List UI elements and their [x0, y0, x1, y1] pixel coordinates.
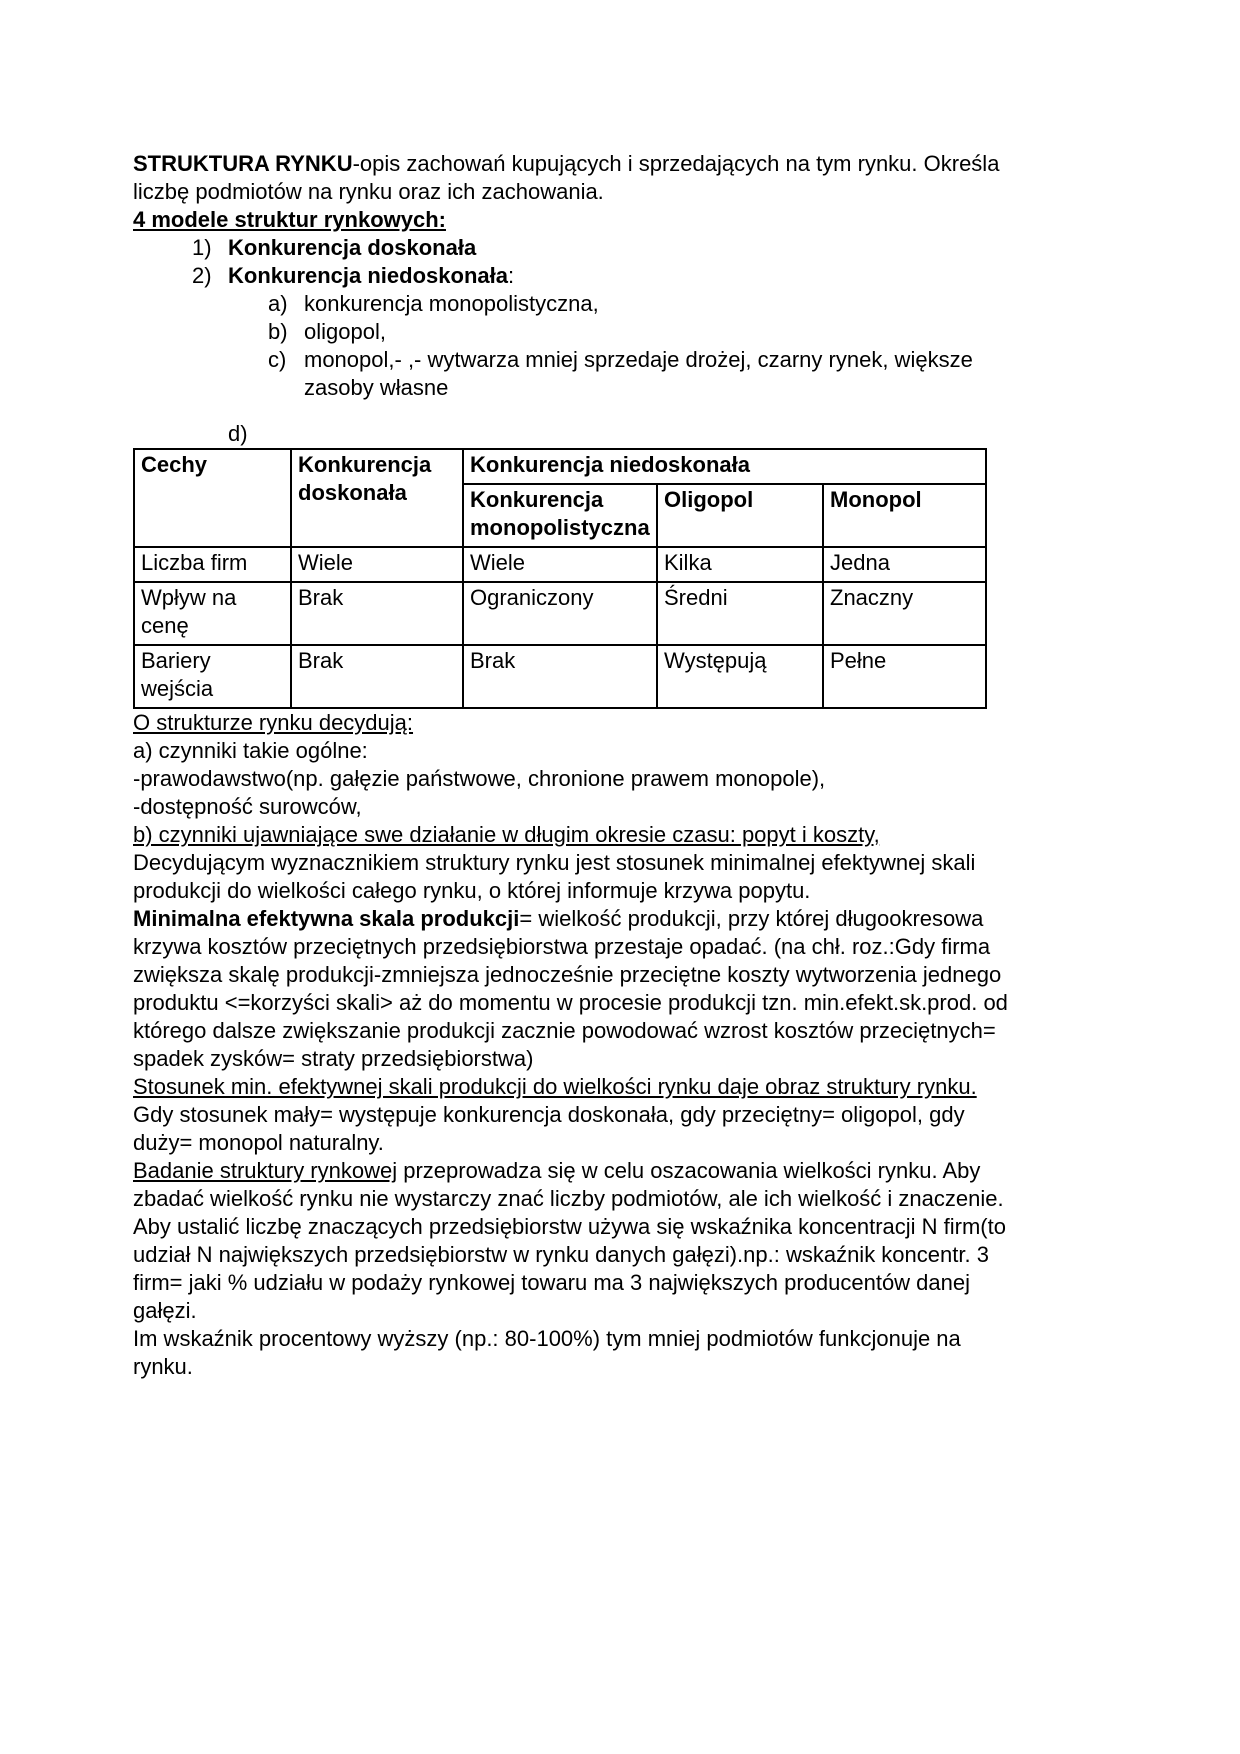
list-item-2-text [228, 262, 1010, 290]
col-header-cechy: Cechy [134, 449, 291, 547]
cell-value: Średni [657, 582, 823, 645]
col-header-konkurencja-niedoskonala: Konkurencja niedoskonała [463, 449, 986, 484]
row-feature: Liczba firm [134, 547, 291, 582]
intro-term: STRUKTURA RYNKU [133, 151, 353, 176]
market-structure-table [133, 448, 987, 709]
mesp-paragraph [133, 905, 1010, 1073]
factors-item-b [133, 821, 1010, 849]
col-header-monopol: Monopol [823, 484, 986, 547]
intro-paragraph [133, 150, 1010, 206]
factors-item-a-sub1: -prawodawstwo(np. gałęzie państwowe, chronione prawem monopole), [133, 766, 826, 791]
list-item-2b [268, 318, 1010, 346]
table-header-row-1 [134, 449, 986, 484]
cell-value: Wiele [291, 547, 463, 582]
factors-item-a: a) czynniki takie ogólne: [133, 738, 368, 763]
list-item-2a-text: konkurencja monopolistyczna, [304, 291, 599, 316]
intro-definition: -opis zachowań kupujących i sprzedających na tym rynku. Określa liczbę podmiotów na rynku oraz ich zachowania. [133, 151, 1000, 204]
cell-value: Jedna [823, 547, 986, 582]
list-item-2a-marker: a) [268, 291, 288, 316]
stosunek-rest: Gdy stosunek mały= występuje konkurencja doskonała, gdy przeciętny= oligopol, gdy duży= monopol naturalny. [133, 1102, 965, 1155]
table-row [134, 582, 986, 645]
list-item-2 [192, 262, 1010, 290]
col-header-oligopol: Oligopol [657, 484, 823, 547]
stosunek-paragraph [133, 1073, 1010, 1157]
list-item-2c-marker: c) [268, 347, 287, 372]
mesp-definition: = wielkość produkcji, przy której długookresowa krzywa kosztów przeciętnych przedsiębiorstwa przestaje opadać. (na chł. roz.:Gdy firma zwiększa skalę produkcji-zmniejsza jednocześnie przeciętne koszty wytworzenia jednego produktu <=korzyści skali> aż do momentu w procesie produkcji tzn. min.efekt.sk.prod. od którego dalsze zwiększanie produkcji zacznie powodować wzrost kosztów przeciętnych= spadek zysków= straty przedsiębiorstwa) [133, 906, 1008, 1071]
list-item-2-suffix: : [507, 263, 515, 288]
table-row [134, 645, 986, 708]
badanie-rest: przeprowadza się w celu oszacowania wielkości rynku. Aby zbadać wielkość rynku nie wystarczy znać liczby podmiotów, ale ich wielkość i znaczenie. Aby ustalić liczbę znaczących przedsiębiorstw używa się wskaźnika koncentracji N firm(to udział N największych przedsiębiorstw w rynku danych gałęzi).np.: wskaźnik koncentr. 3 firm= jaki % udziału w podaży rynkowej towaru ma 3 największych producentów danej gałęzi. [133, 1158, 1006, 1323]
factors-heading-paragraph [133, 709, 1010, 737]
models-heading-paragraph [133, 206, 1010, 234]
badanie-paragraph [133, 1157, 1010, 1325]
cell-value: Brak [291, 645, 463, 708]
list-item-2c-text: monopol,- ,- wytwarza mniej sprzedaje drożej, czarny rynek, większe zasoby własne [304, 347, 973, 400]
badanie-line2: Im wskaźnik procentowy wyższy (np.: 80-100%) tym mniej podmiotów funkcjonuje na rynku. [133, 1326, 961, 1379]
col-header-konkurencja-doskonala: Konkurencja doskonała [291, 449, 463, 547]
models-heading: 4 modele struktur rynkowych: [133, 207, 446, 232]
cell-value: Kilka [657, 547, 823, 582]
list-item-2-term: Konkurencja niedoskonała [228, 263, 508, 288]
cell-value: Brak [291, 582, 463, 645]
cell-value: Ograniczony [463, 582, 657, 645]
list-item-2c [268, 346, 1010, 402]
row-feature: Wpływ na cenę [134, 582, 291, 645]
row-feature: Bariery wejścia [134, 645, 291, 708]
list-item-2-marker: 2) [192, 263, 212, 288]
cell-value: Występują [657, 645, 823, 708]
stosunek-underlined: Stosunek min. efektywnej skali produkcji do wielkości rynku daje obraz struktury rynku. [133, 1074, 977, 1099]
document-page [133, 150, 1010, 1381]
table-row [134, 547, 986, 582]
list-item-1-marker: 1) [192, 235, 212, 260]
list-item-2d [228, 420, 1010, 448]
list-item-1-text: Konkurencja doskonała [228, 235, 477, 260]
cell-value: Wiele [463, 547, 657, 582]
factors-item-a-sub2: -dostępność surowców, [133, 794, 362, 819]
factors-heading: O strukturze rynku decydują: [133, 710, 414, 735]
badanie-underlined: Badanie struktury rynkowej [133, 1158, 398, 1183]
list-item-2b-marker: b) [268, 319, 288, 344]
list-item-2b-text: oligopol, [304, 319, 386, 344]
list-item-2a [268, 290, 1010, 318]
factors-item-b-text: b) czynniki ujawniające swe działanie w długim okresie czasu: popyt i koszty, [133, 822, 880, 847]
cell-value: Brak [463, 645, 657, 708]
cell-value: Znaczny [823, 582, 986, 645]
mesp-term: Minimalna efektywna skala produkcji [133, 906, 520, 931]
col-header-konkurencja-monopolistyczna: Konkurencja monopolistyczna [463, 484, 657, 547]
cell-value: Pełne [823, 645, 986, 708]
list-item-1 [192, 234, 1010, 262]
list-item-2d-marker: d) [228, 421, 248, 446]
determinant-paragraph: Decydującym wyznacznikiem struktury rynku jest stosunek minimalnej efektywnej skali produkcji do wielkości całego rynku, o której informuje krzywa popytu. [133, 850, 976, 903]
